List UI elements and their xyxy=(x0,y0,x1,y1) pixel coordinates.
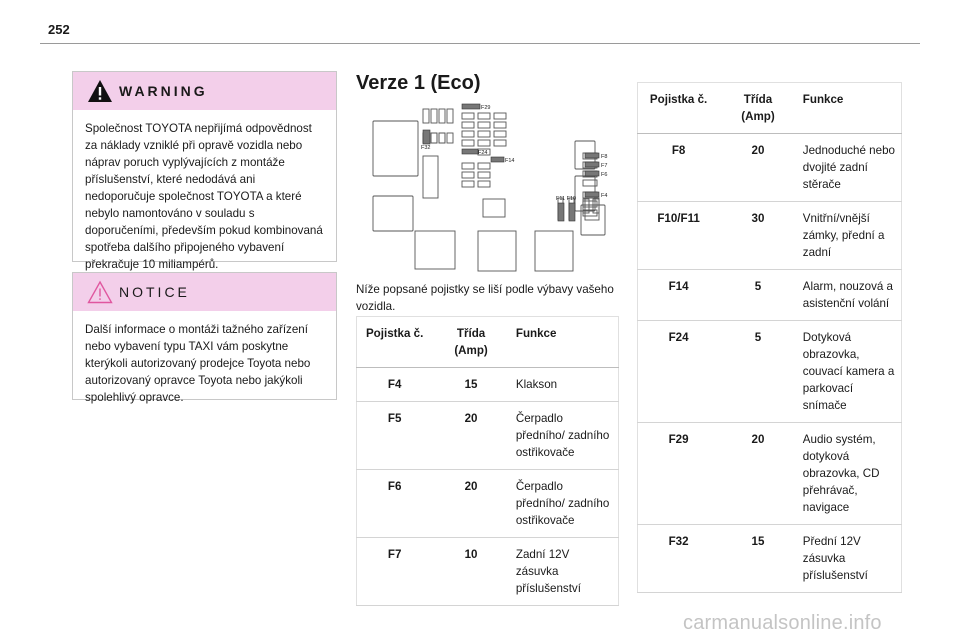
cell-fuse: F7 xyxy=(357,538,433,606)
warning-box xyxy=(72,71,337,271)
cell-function: Klakson xyxy=(510,368,619,402)
table-row xyxy=(638,134,902,202)
page-number: 252 xyxy=(48,22,70,37)
notice-header xyxy=(73,273,336,311)
table-row xyxy=(638,202,902,270)
cell-function: Čerpadlo předního/ zadního ostřikovače xyxy=(510,402,619,470)
cell-fuse: F29 xyxy=(638,423,720,525)
cell-function: Audio systém, dotyková obrazovka, CD přehrávač, navigace xyxy=(797,423,902,525)
cell-amp: 5 xyxy=(719,270,797,321)
caution-outline-icon xyxy=(87,280,113,304)
header-class-line2: (Amp) xyxy=(741,110,775,123)
cell-function: Čerpadlo předního/ zadního ostřikovače xyxy=(510,470,619,538)
cell-fuse: F24 xyxy=(638,321,720,423)
cell-fuse: F8 xyxy=(638,134,720,202)
label-f24: F24 xyxy=(478,150,488,156)
table-row xyxy=(638,525,902,593)
label-f4: F4 xyxy=(601,193,608,199)
cell-amp: 10 xyxy=(432,538,510,606)
cell-amp: 15 xyxy=(719,525,797,593)
label-f32: F32 xyxy=(421,145,431,151)
label-f7: F7 xyxy=(601,163,608,169)
header-function: Funkce xyxy=(510,317,619,368)
warning-title: WARNING xyxy=(119,83,208,99)
table-row xyxy=(638,321,902,423)
header-class-line1: Třída xyxy=(456,327,486,340)
header-function: Funkce xyxy=(797,83,902,134)
cell-amp: 20 xyxy=(719,134,797,202)
warning-text: Společnost TOYOTA nepřijímá odpovědnost za náklady vzniklé při opravě vozidla nebo náprav poruch vyplývajících z montáže příslušenství, které nedodává ani nedoporučuje společnost TOYOTA a které nebylo namontováno v souladu s doporučeními, především pokud kombinovaná spotřeba dalšího připojeného vybavení překračuje 10 miliampérů. xyxy=(85,122,323,271)
header-class xyxy=(719,83,797,134)
cell-amp: 20 xyxy=(432,402,510,470)
cell-fuse: F10/F11 xyxy=(638,202,720,270)
cell-amp: 5 xyxy=(719,321,797,423)
header-class-line2: (Amp) xyxy=(454,344,488,357)
table-header-row xyxy=(638,83,902,134)
header-class-line1: Třída xyxy=(743,93,773,106)
table-row xyxy=(638,423,902,525)
label-f8: F8 xyxy=(601,154,608,160)
header-fuse-no: Pojistka č. xyxy=(638,83,720,134)
label-f14: F14 xyxy=(505,158,515,164)
warning-header xyxy=(73,72,336,110)
table-header-row xyxy=(357,317,619,368)
intro-text: Níže popsané pojistky se liší podle výbavy vašeho vozidla. xyxy=(356,283,614,313)
notice-text: Další informace o montáži tažného zařízení nebo vybavení typu TAXI vám poskytne kterýkoli autorizovaný prodejce Toyota nebo autorizovaný opravce Toyota nebo jakýkoli spolehlivý opravce. xyxy=(85,323,311,404)
cell-function: Jednoduché nebo dvojité zadní stěrače xyxy=(797,134,902,202)
cell-fuse: F4 xyxy=(357,368,433,402)
table-row xyxy=(357,402,619,470)
table-row xyxy=(357,368,619,402)
header-fuse-no: Pojistka č. xyxy=(357,317,433,368)
header-class xyxy=(432,317,510,368)
label-f29: F29 xyxy=(481,105,491,111)
notice-title: NOTICE xyxy=(119,284,190,300)
table-row xyxy=(638,270,902,321)
cell-function: Zadní 12V zásuvka příslušenství xyxy=(510,538,619,606)
cell-function: Přední 12V zásuvka příslušenství xyxy=(797,525,902,593)
cell-amp: 15 xyxy=(432,368,510,402)
cell-fuse: F14 xyxy=(638,270,720,321)
fuse-box-diagram xyxy=(365,101,615,276)
fuse-table-2 xyxy=(637,82,902,593)
section-title: Verze 1 (Eco) xyxy=(356,72,481,94)
cell-fuse: F32 xyxy=(638,525,720,593)
table-row xyxy=(357,470,619,538)
cell-amp: 20 xyxy=(719,423,797,525)
cell-function: Alarm, nouzová a asistenční volání xyxy=(797,270,902,321)
cell-function: Dotyková obrazovka, couvací kamera a parkovací snímače xyxy=(797,321,902,423)
table-row xyxy=(357,538,619,606)
fuse-table-1 xyxy=(356,316,619,606)
label-f11-f10: F11 F10 xyxy=(556,196,577,202)
watermark: carmanualsonline.info xyxy=(683,612,882,634)
cell-fuse: F6 xyxy=(357,470,433,538)
cell-amp: 30 xyxy=(719,202,797,270)
cell-function: Vnitřní/vnější zámky, přední a zadní xyxy=(797,202,902,270)
cell-fuse: F5 xyxy=(357,402,433,470)
label-f6: F6 xyxy=(601,172,608,178)
cell-amp: 20 xyxy=(432,470,510,538)
notice-box xyxy=(72,272,337,404)
header-divider xyxy=(40,43,920,44)
warning-icon xyxy=(87,79,113,103)
